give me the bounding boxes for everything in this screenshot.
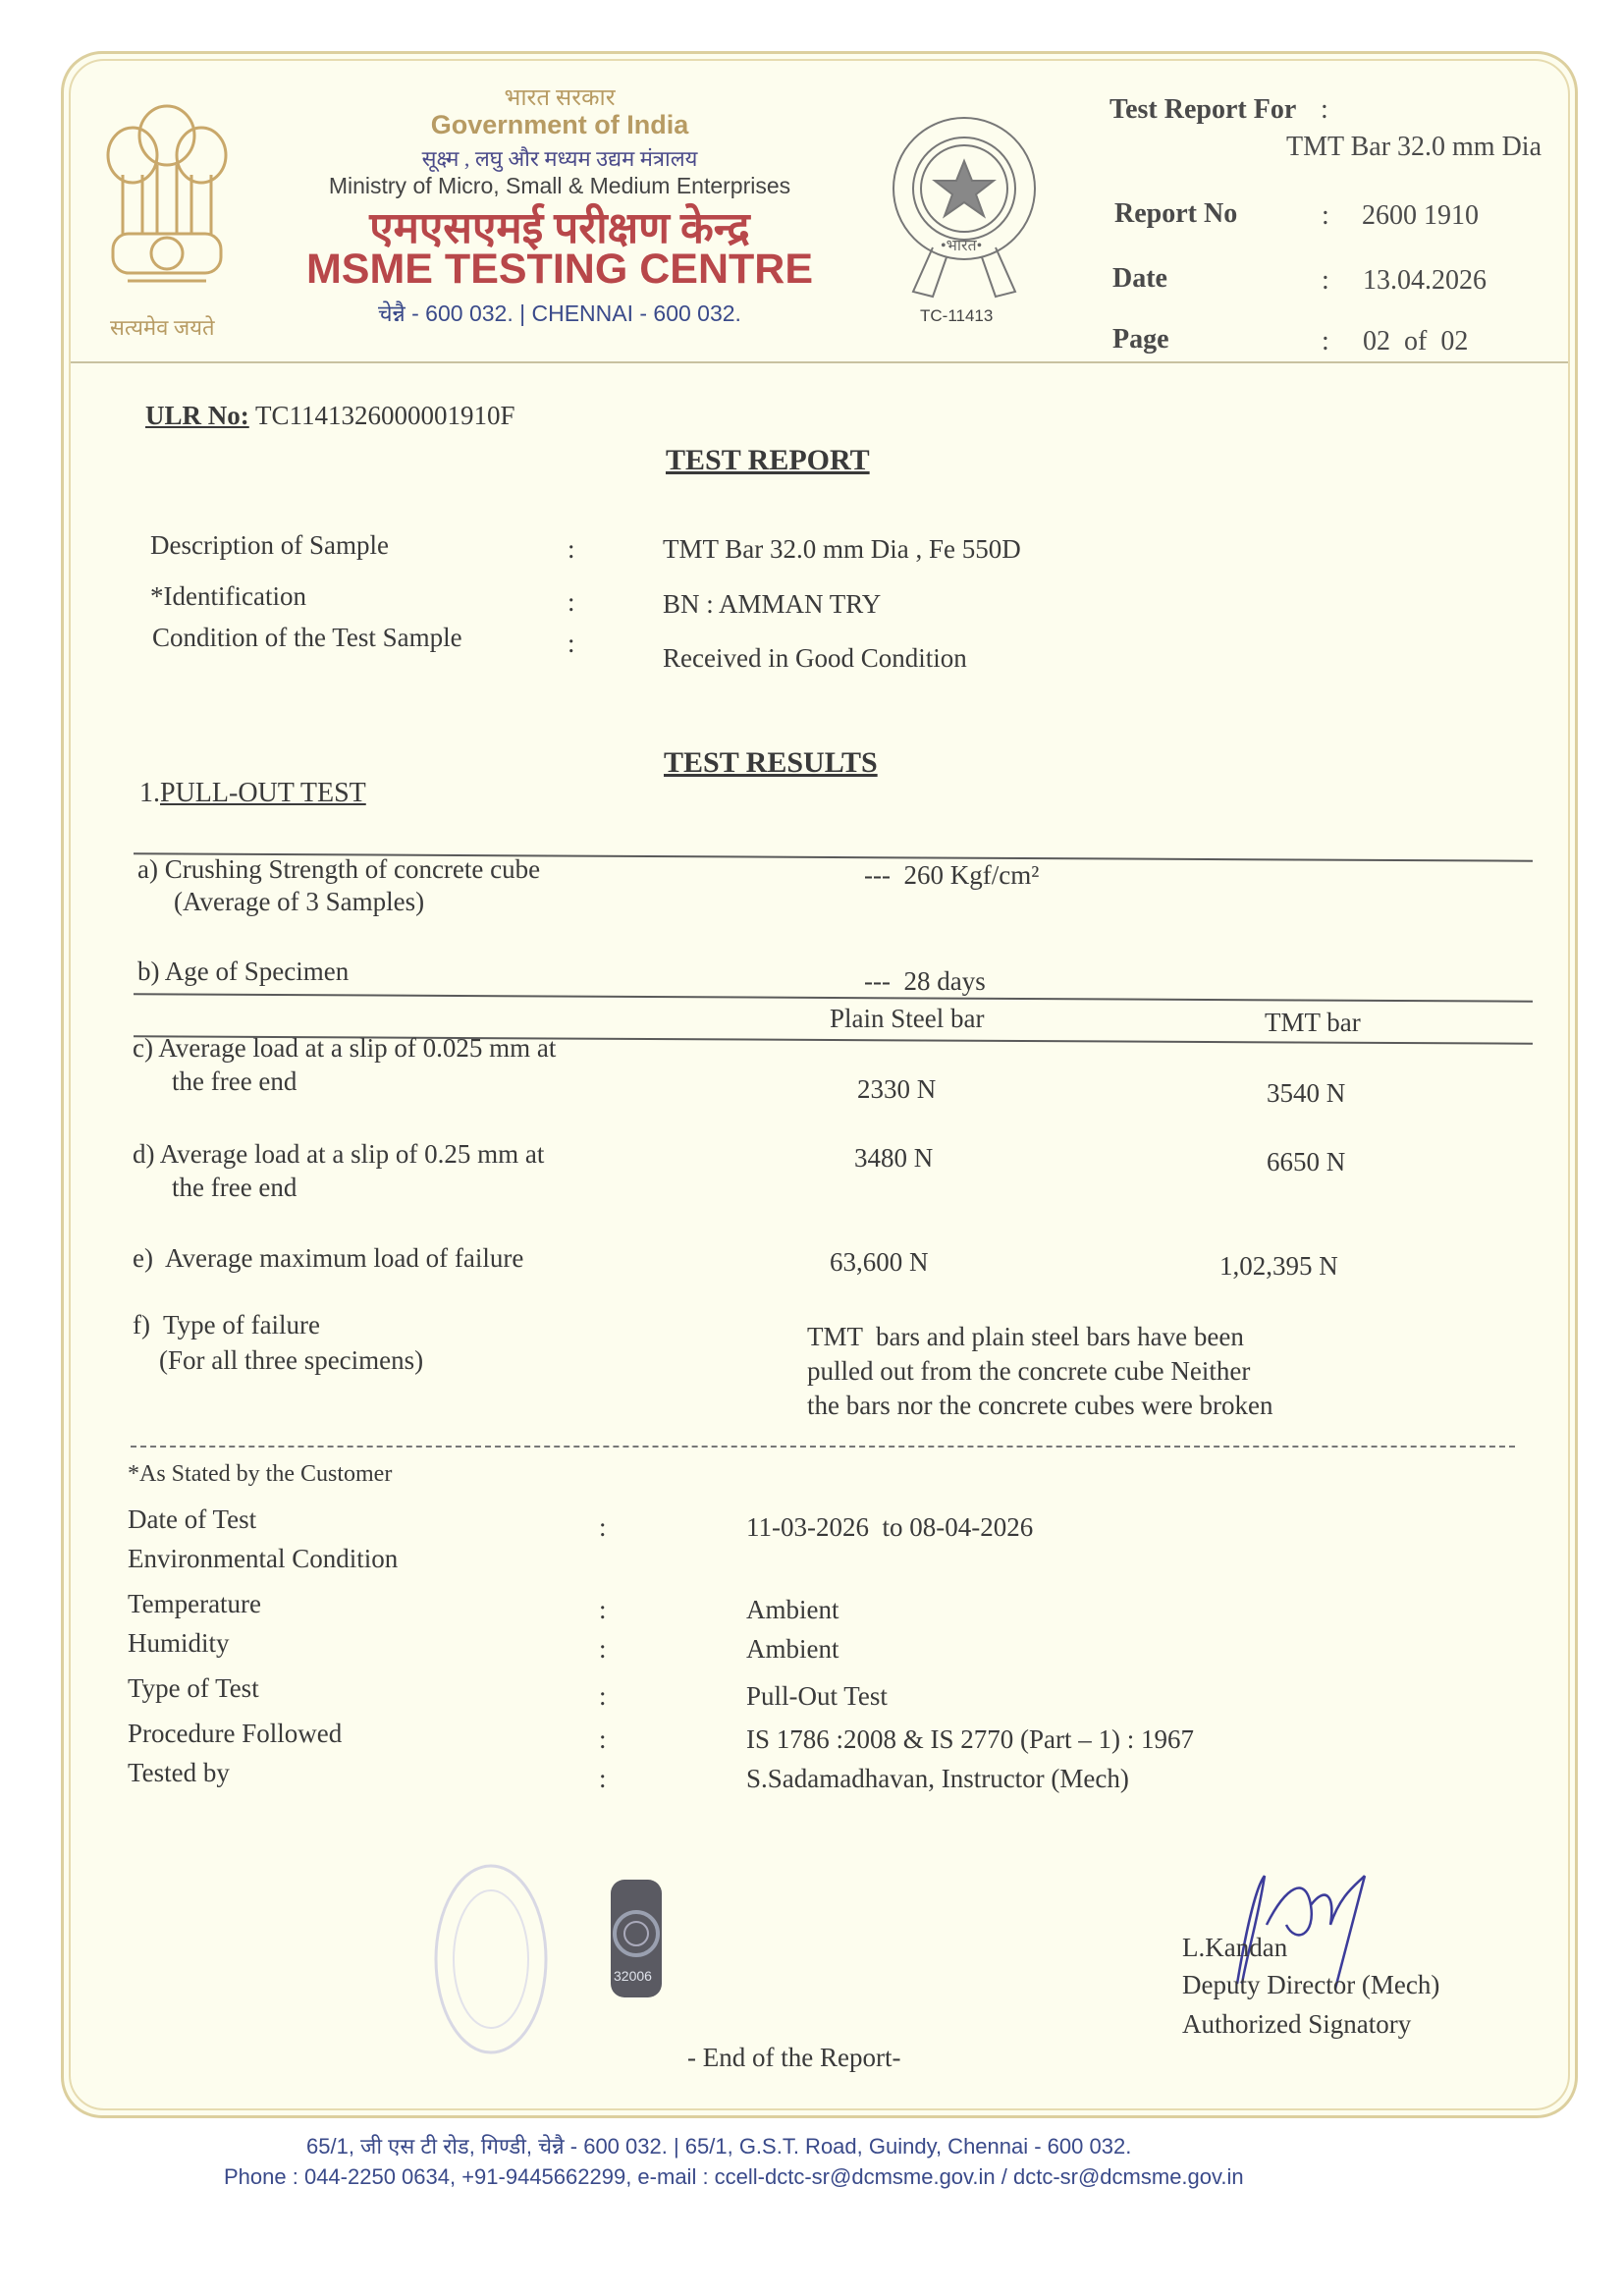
ulr-value: TC1141326000001910F bbox=[255, 401, 515, 430]
tested-by-colon: : bbox=[599, 1764, 607, 1793]
row-c-label-2: the free end bbox=[172, 1066, 298, 1096]
date-value: 13.04.2026 bbox=[1363, 265, 1487, 296]
page-colon: : bbox=[1322, 326, 1329, 356]
row-e-tmt: 1,02,395 N bbox=[1219, 1251, 1338, 1281]
row-d-label-1: d) Average load at a slip of 0.25 mm at bbox=[133, 1139, 545, 1169]
signatory-designation: Deputy Director (Mech) bbox=[1182, 1970, 1440, 1999]
footer-address: 65/1, जी एस टी रोड, गिण्डी, चेन्नै - 600 032. | 65/1, G.S.T. Road, Guindy, Chennai - 600 032. bbox=[306, 2134, 1132, 2159]
row-e-plain: 63,600 N bbox=[830, 1247, 929, 1277]
col-header-tmt: TMT bar bbox=[1265, 1008, 1361, 1037]
sample-desc-colon: : bbox=[568, 534, 575, 564]
date-of-test-colon: : bbox=[599, 1512, 607, 1542]
row-c-label-1: c) Average load at a slip of 0.025 mm at bbox=[133, 1033, 557, 1063]
gov-english: Government of India bbox=[430, 110, 689, 139]
ministry-english: Ministry of Micro, Small & Medium Enterprises bbox=[328, 173, 791, 198]
condition-label: Condition of the Test Sample bbox=[152, 623, 462, 652]
date-of-test-value: 11-03-2026 to 08-04-2026 bbox=[746, 1512, 1034, 1542]
row-e-label-1: e) Average maximum load of failure bbox=[133, 1243, 524, 1273]
identification-value: BN : AMMAN TRY bbox=[663, 589, 882, 619]
crushing-label-1: a) Crushing Strength of concrete cube bbox=[137, 854, 541, 884]
hologram-seal-icon bbox=[611, 1880, 662, 1997]
humidity-colon: : bbox=[599, 1634, 607, 1664]
report-for-label: Test Report For bbox=[1109, 94, 1297, 125]
row-c-plain: 2330 N bbox=[857, 1074, 937, 1104]
section-name: PULL-OUT TEST bbox=[160, 778, 366, 808]
report-title: TEST REPORT bbox=[666, 444, 870, 476]
ulr-label: ULR No: bbox=[145, 401, 249, 430]
failure-value-1: TMT bars and plain steel bars have been bbox=[807, 1322, 1244, 1351]
dashed-separator bbox=[131, 1446, 1515, 1448]
sample-desc-label: Description of Sample bbox=[150, 530, 389, 560]
national-emblem-icon bbox=[98, 86, 236, 312]
condition-colon: : bbox=[568, 629, 575, 658]
crushing-label-2: (Average of 3 Samples) bbox=[174, 887, 425, 916]
identification-colon: : bbox=[568, 587, 575, 617]
date-of-test-label: Date of Test bbox=[128, 1504, 257, 1534]
tested-by-label: Tested by bbox=[128, 1758, 230, 1787]
failure-label-1: f) Type of failure bbox=[133, 1310, 321, 1339]
section-title bbox=[139, 778, 366, 809]
end-of-report: - End of the Report- bbox=[687, 2043, 901, 2072]
failure-value-2: pulled out from the concrete cube Neither bbox=[807, 1356, 1251, 1386]
results-title: TEST RESULTS bbox=[664, 746, 878, 779]
report-for-colon: : bbox=[1321, 94, 1328, 125]
signatory-name: L.Kandan bbox=[1182, 1933, 1288, 1962]
section-number: 1. bbox=[139, 778, 160, 808]
tested-by-value: S.Sadamadhavan, Instructor (Mech) bbox=[746, 1764, 1129, 1793]
signatory-role: Authorized Signatory bbox=[1182, 2009, 1412, 2039]
condition-value: Received in Good Condition bbox=[663, 643, 967, 673]
date-label: Date bbox=[1112, 263, 1167, 294]
type-of-test-value: Pull-Out Test bbox=[746, 1681, 888, 1711]
env-condition-label: Environmental Condition bbox=[128, 1544, 399, 1573]
humidity-value: Ambient bbox=[746, 1634, 839, 1664]
failure-value-3: the bars nor the concrete cubes were broken bbox=[807, 1391, 1273, 1420]
office-stamp-icon bbox=[432, 1861, 550, 2057]
failure-label-2: (For all three specimens) bbox=[159, 1345, 424, 1375]
row-d-label-2: the free end bbox=[172, 1173, 298, 1202]
centre-hindi: एमएसएमई परीक्षण केन्द्र bbox=[369, 204, 750, 252]
procedure-label: Procedure Followed bbox=[128, 1719, 343, 1748]
emblem-motto: सत्यमेव जयते bbox=[110, 315, 215, 340]
row-d-tmt: 6650 N bbox=[1267, 1147, 1346, 1176]
humidity-label: Humidity bbox=[128, 1628, 230, 1658]
page-label: Page bbox=[1112, 324, 1169, 355]
gov-hindi: भारत सरकार bbox=[504, 85, 616, 111]
header-separator bbox=[71, 361, 1568, 363]
date-colon: : bbox=[1322, 265, 1329, 296]
ministry-hindi: सूक्ष्म , लघु और मध्यम उद्यम मंत्रालय bbox=[421, 146, 698, 171]
procedure-colon: : bbox=[599, 1724, 607, 1754]
centre-english: MSME TESTING CENTRE bbox=[305, 246, 814, 293]
ulr-number bbox=[145, 401, 515, 431]
accreditation-number: TC-11413 bbox=[920, 306, 994, 325]
crushing-value: --- 260 Kgf/cm² bbox=[864, 860, 1040, 890]
page-value: 02 of 02 bbox=[1363, 326, 1469, 356]
report-no-colon: : bbox=[1322, 200, 1329, 231]
seal-text: •भारत• bbox=[941, 238, 983, 254]
temperature-colon: : bbox=[599, 1595, 607, 1624]
accreditation-seal-icon bbox=[876, 110, 1053, 306]
row-c-tmt: 3540 N bbox=[1267, 1078, 1346, 1108]
procedure-value: IS 1786 :2008 & IS 2770 (Part – 1) : 1967 bbox=[746, 1724, 1194, 1754]
footer-contact: Phone : 044-2250 0634, +91-9445662299, e-mail : ccell-dctc-sr@dcmsme.gov.in / dctc-sr@dcmsme.gov.in bbox=[224, 2164, 1244, 2189]
type-of-test-colon: : bbox=[599, 1681, 607, 1711]
type-of-test-label: Type of Test bbox=[128, 1673, 259, 1703]
report-no-value: 2600 1910 bbox=[1362, 200, 1479, 231]
identification-label: *Identification bbox=[150, 581, 306, 611]
sample-desc-value: TMT Bar 32.0 mm Dia , Fe 550D bbox=[663, 534, 1021, 564]
age-value: --- 28 days bbox=[864, 966, 986, 996]
temperature-label: Temperature bbox=[128, 1589, 262, 1618]
temperature-value: Ambient bbox=[746, 1595, 839, 1624]
col-header-plain: Plain Steel bar bbox=[830, 1004, 985, 1033]
customer-note: *As Stated by the Customer bbox=[128, 1461, 393, 1487]
hologram-number: 32006 bbox=[614, 1968, 652, 1984]
city-line: चेन्नै - 600 032. | CHENNAI - 600 032. bbox=[378, 301, 741, 326]
age-label: b) Age of Specimen bbox=[137, 957, 350, 986]
report-for-value: TMT Bar 32.0 mm Dia bbox=[1286, 132, 1542, 162]
report-no-label: Report No bbox=[1114, 198, 1238, 229]
row-d-plain: 3480 N bbox=[854, 1143, 934, 1173]
